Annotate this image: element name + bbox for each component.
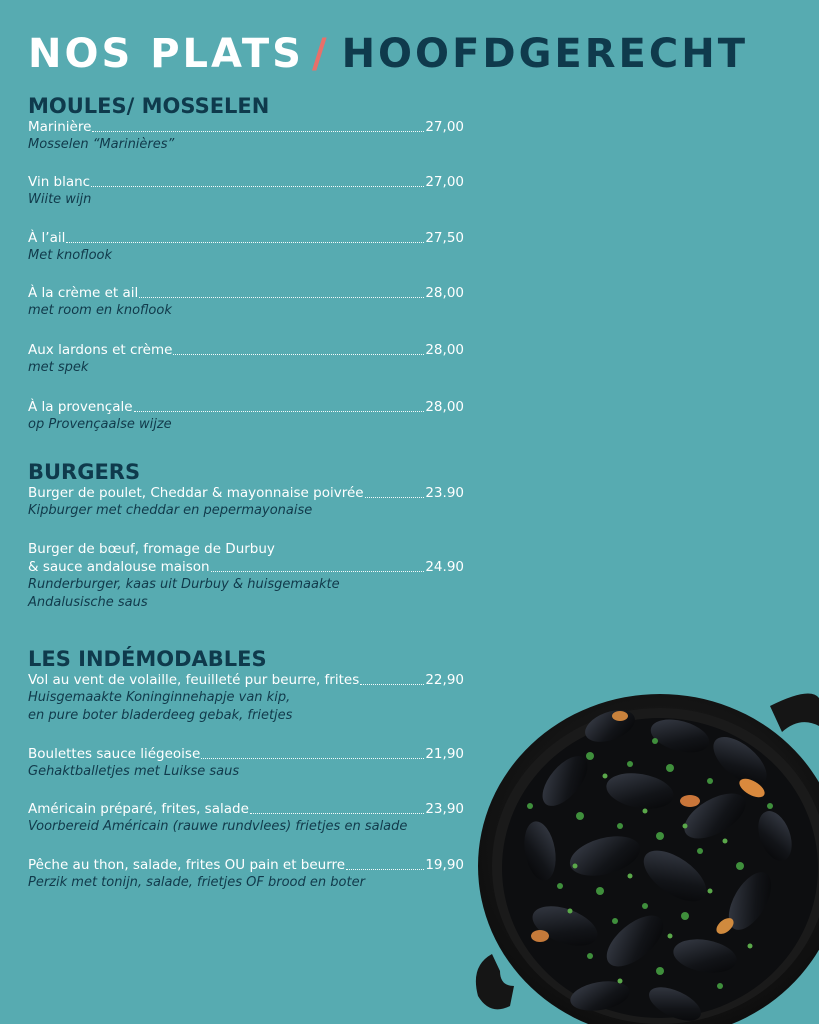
item-price: 28,00 [425, 342, 464, 358]
item-name: Burger de poulet, Cheddar & mayonnaise poivrée [28, 485, 364, 501]
item-price: 23.90 [425, 485, 464, 501]
item-name: Boulettes sauce liégeoise [28, 746, 201, 762]
item-name: Aux lardons et crème [28, 342, 173, 358]
item-description: Gehaktballetjes met Luikse saus [28, 764, 240, 779]
item-name: À la crème et ail [28, 285, 139, 301]
dot-leader [250, 813, 424, 814]
title-right: HOOFDGERECHT [341, 31, 748, 77]
dot-leader [365, 497, 425, 498]
section-title-moules: MOULES/ MOSSELEN [28, 94, 270, 118]
title-separator: / [311, 31, 330, 77]
item-description: Mosselen “Marinières” [28, 137, 175, 152]
title-left: NOS PLATS [28, 31, 304, 77]
item-description-line2: Andalusische saus [28, 595, 148, 610]
menu-item-burger-boeuf [28, 540, 464, 612]
item-description: Runderburger, kaas uit Durbuy & huisgemaakte [28, 577, 340, 592]
menu-item-americain [28, 800, 464, 836]
page-title [28, 30, 808, 78]
menu-item-mariniere [28, 118, 464, 154]
menu-item-creme-ail [28, 284, 464, 320]
item-description: Huisgemaakte Koninginnehapje van kip, [28, 690, 291, 705]
dot-leader [346, 869, 424, 870]
menu-item-lardons [28, 341, 464, 377]
item-price: 21,90 [425, 746, 464, 762]
item-name: À l’ail [28, 230, 66, 246]
item-price: 27,00 [425, 119, 464, 135]
item-name: Marinière [28, 119, 92, 135]
item-price: 23,90 [425, 801, 464, 817]
item-price: 28,00 [425, 399, 464, 415]
item-price: 24.90 [425, 559, 464, 575]
menu-item-provencale [28, 398, 464, 434]
menu-item-peche-thon [28, 856, 464, 892]
menu-item-boulettes [28, 745, 464, 781]
dot-leader [92, 131, 424, 132]
menu-item-burger-poulet [28, 484, 464, 520]
item-description: met spek [28, 360, 89, 375]
dot-leader [201, 758, 424, 759]
item-name: & sauce andalouse maison [28, 559, 210, 575]
menu-item-ail [28, 229, 464, 265]
item-price: 19,90 [425, 857, 464, 873]
item-price: 28,00 [425, 285, 464, 301]
item-price: 27,50 [425, 230, 464, 246]
item-price: 22,90 [425, 672, 464, 688]
item-name-line1: Burger de bœuf, fromage de Durbuy [28, 541, 275, 557]
item-description: Kipburger met cheddar en pepermayonaise [28, 503, 313, 518]
item-name: Pêche au thon, salade, frites OU pain et beurre [28, 857, 346, 873]
item-description: Met knoflook [28, 248, 112, 263]
dot-leader [91, 186, 424, 187]
item-description: op Provençaalse wijze [28, 417, 172, 432]
dot-leader [134, 411, 425, 412]
item-description: Perzik met tonijn, salade, frietjes OF brood en boter [28, 875, 365, 890]
menu-item-vin-blanc [28, 173, 464, 209]
item-description-line2: en pure boter bladerdeeg gebak, frietjes [28, 708, 293, 723]
dot-leader [211, 571, 425, 572]
item-description: Voorbereid Américain (rauwe rundvlees) frietjes en salade [28, 819, 408, 834]
menu-item-vol-au-vent [28, 671, 464, 725]
item-description: met room en knoflook [28, 303, 172, 318]
dot-leader [66, 242, 424, 243]
item-name: À la provençale [28, 399, 133, 415]
item-description: Wiite wijn [28, 192, 92, 207]
item-name: Vol au vent de volaille, feuilleté pur beurre, frites [28, 672, 360, 688]
section-title-burgers: BURGERS [28, 460, 141, 484]
section-title-indemodables: LES INDÉMODABLES [28, 647, 267, 671]
dot-leader [139, 297, 424, 298]
mussels-pot-icon [470, 686, 819, 1024]
dot-leader [173, 354, 424, 355]
item-name: Vin blanc [28, 174, 91, 190]
item-name: Américain préparé, frites, salade [28, 801, 249, 817]
dot-leader [360, 684, 424, 685]
item-price: 27,00 [425, 174, 464, 190]
